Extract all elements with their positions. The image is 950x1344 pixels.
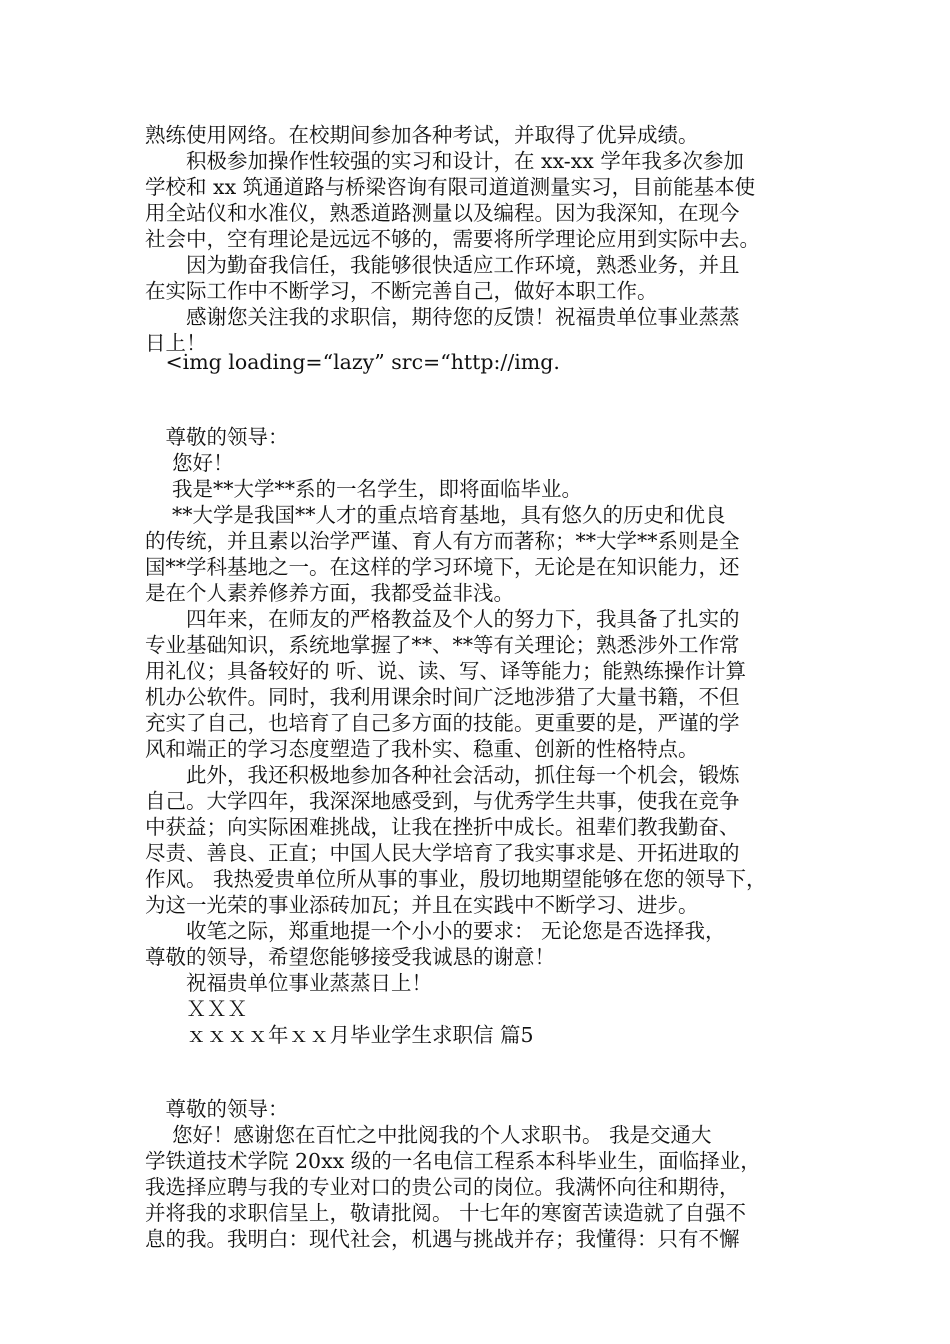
signature: ＸＸＸ xyxy=(145,997,248,1021)
text-line: 社会中，空有理论是远远不够的，需要将所学理论应用到实际中去。 xyxy=(145,227,760,251)
text-line: 在实际工作中不断学习，不断完善自己，做好本职工作。 xyxy=(145,279,658,303)
text-line: 日上！ xyxy=(145,331,207,355)
text-line: 是在个人素养修养方面，我都受益非浅。 xyxy=(145,581,514,605)
text-line: 风和端正的学习态度塑造了我朴实、稳重、创新的性格特点。 xyxy=(145,737,699,761)
text-line: 息的我。我明白：现代社会，机遇与挑战并存；我懂得：只有不懈 xyxy=(145,1227,740,1251)
text-line: 学校和 xx 筑通道路与桥梁咨询有限司道道测量实习，目前能基本使 xyxy=(145,175,756,199)
text-line: **大学是我国**人才的重点培育基地，具有悠久的历史和优良 xyxy=(145,503,726,527)
text-line: 尊敬的领导，希望您能够接受我诚恳的谢意！ xyxy=(145,945,555,969)
text-line: 因为勤奋我信任，我能够很快适应工作环境，熟悉业务，并且 xyxy=(145,253,740,277)
date-line: ｘｘｘｘ年ｘｘ月毕业学生求职信 篇5 xyxy=(145,1023,534,1047)
text-line: 用全站仪和水准仪，熟悉道路测量以及编程。因为我深知，在现今 xyxy=(145,201,740,225)
text-line: 为这一光荣的事业添砖加瓦；并且在实践中不断学习、进步。 xyxy=(145,893,699,917)
text-line: <img loading=“lazy” src=“http://img. xyxy=(145,350,560,374)
greeting: 您好！ xyxy=(145,451,234,475)
text-line: 此外，我还积极地参加各种社会活动，抓住每一个机会，锻炼 xyxy=(145,763,740,787)
text-line: 收笔之际，郑重地提一个小小的要求： 无论您是否选择我， xyxy=(145,919,726,943)
salutation: 尊敬的领导： xyxy=(145,425,289,449)
text-line: 四年来，在师友的严格教益及个人的努力下，我具备了扎实的 xyxy=(145,607,740,631)
salutation: 尊敬的领导： xyxy=(145,1097,289,1121)
text-line: 作风。 我热爱贵单位所从事的事业，殷切地期望能够在您的领导下， xyxy=(145,867,767,891)
text-line: 我是**大学**系的一名学生，即将面临毕业。 xyxy=(145,477,583,501)
closing-wish: 祝福贵单位事业蒸蒸日上！ xyxy=(145,971,432,995)
text-line: 的传统，并且素以治学严谨、育人有方而著称；**大学**系则是全 xyxy=(145,529,740,553)
text-line: 用礼仪；具备较好的 听、说、读、写、译等能力；能熟练操作计算 xyxy=(145,659,747,683)
text-line: 自己。大学四年，我深深地感受到，与优秀学生共事，使我在竞争 xyxy=(145,789,740,813)
text-line: 专业基础知识，系统地掌握了**、**等有关理论；熟悉涉外工作常 xyxy=(145,633,740,657)
text-line: 尽责、善良、正直；中国人民大学培育了我实事求是、开拓进取的 xyxy=(145,841,740,865)
text-line: 我选择应聘与我的专业对口的贵公司的岗位。我满怀向往和期待， xyxy=(145,1175,740,1199)
text-line: 并将我的求职信呈上，敬请批阅。 十七年的寒窗苦读造就了自强不 xyxy=(145,1201,747,1225)
text-line: 中获益；向实际困难挑战，让我在挫折中成长。祖辈们教我勤奋、 xyxy=(145,815,740,839)
text-line: 学铁道技术学院 20xx 级的一名电信工程系本科毕业生，面临择业， xyxy=(145,1149,761,1173)
text-line: 熟练使用网络。在校期间参加各种考试，并取得了优异成绩。 xyxy=(145,123,699,147)
text-line: 积极参加操作性较强的实习和设计，在 xx-xx 学年我多次参加 xyxy=(145,149,744,173)
text-line: 机办公软件。同时，我利用课余时间广泛地涉猎了大量书籍，不但 xyxy=(145,685,740,709)
text-line: 您好！感谢您在百忙之中批阅我的个人求职书。 我是交通大 xyxy=(145,1123,712,1147)
text-line: 国**学科基地之一。在这样的学习环境下，无论是在知识能力，还 xyxy=(145,555,740,579)
text-line: 充实了自己，也培育了自己多方面的技能。更重要的是，严谨的学 xyxy=(145,711,740,735)
text-line: 感谢您关注我的求职信，期待您的反馈！祝福贵单位事业蒸蒸 xyxy=(145,305,740,329)
